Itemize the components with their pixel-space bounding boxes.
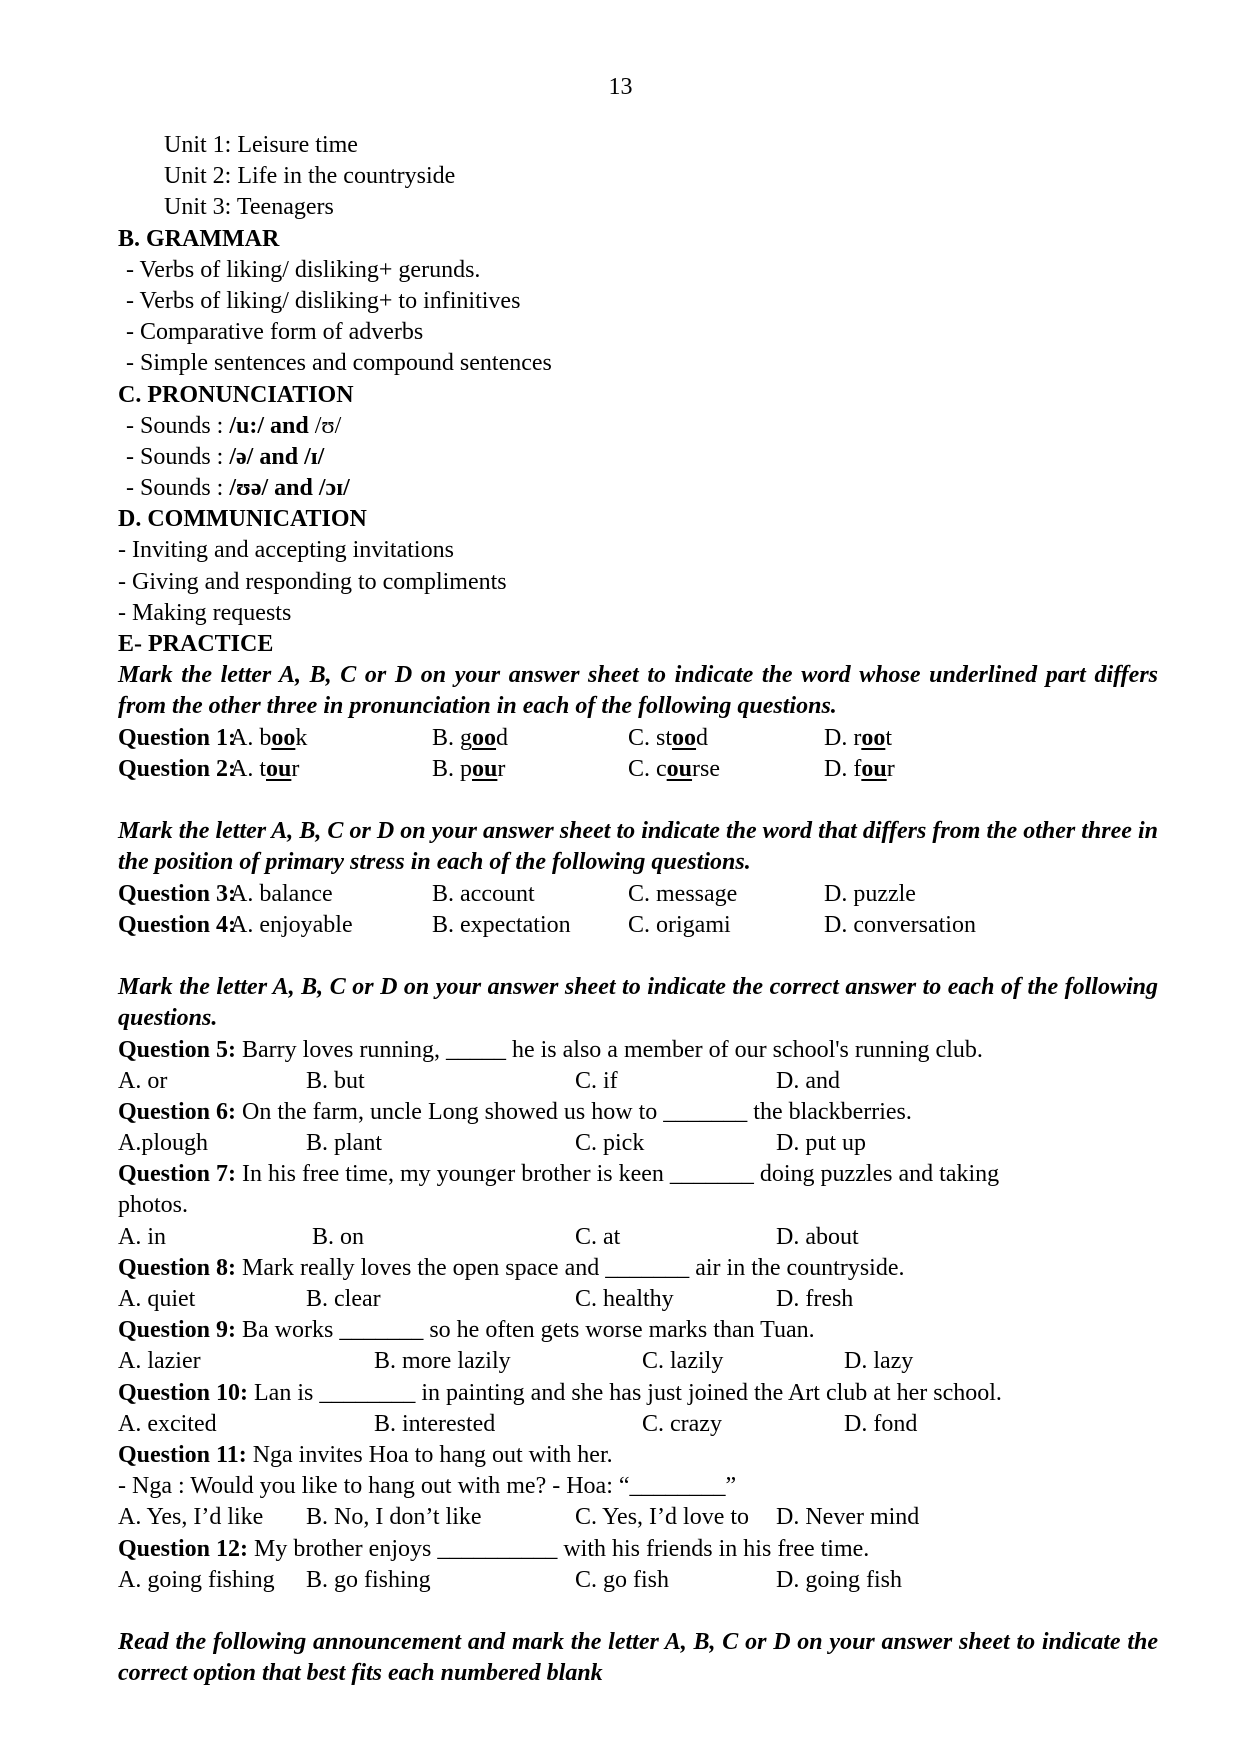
option-c: C. go fish bbox=[575, 1566, 670, 1593]
question-label: Question 5: bbox=[118, 1036, 237, 1063]
option-text: r bbox=[886, 755, 895, 782]
option-a: A. enjoyable bbox=[230, 911, 353, 938]
question-text: Ba works _______ so he often gets worse marks than Tuan. bbox=[236, 1317, 815, 1344]
communication-item: - Giving and responding to compliments bbox=[118, 568, 507, 595]
question-text: My brother enjoys __________ with his friends in his free time. bbox=[248, 1535, 870, 1562]
sound-b: /ʊ/ bbox=[314, 412, 342, 439]
question-label: Question 10: bbox=[118, 1379, 249, 1406]
option-text: C. c bbox=[628, 755, 667, 782]
option-d: D. conversation bbox=[824, 911, 976, 938]
question-5-options bbox=[118, 1066, 1158, 1097]
question-label: Question 11: bbox=[118, 1441, 247, 1468]
option-text: d bbox=[496, 724, 509, 751]
sound-and: and bbox=[253, 443, 305, 470]
sound-a: /ə/ bbox=[229, 443, 254, 470]
question-6-stem bbox=[118, 1097, 1158, 1128]
option-b: B. on bbox=[312, 1223, 365, 1250]
question-4 bbox=[118, 910, 1158, 941]
option-b: B. interested bbox=[374, 1410, 496, 1437]
underlined-part: oo bbox=[672, 724, 697, 751]
unit-line: Unit 1: Leisure time bbox=[164, 132, 358, 158]
question-11-dialogue: - Nga : Would you like to hang out with me? - Hoa: “________” bbox=[118, 1473, 737, 1500]
grammar-item: - Comparative form of adverbs bbox=[126, 319, 424, 346]
question-label: Question 1: bbox=[118, 724, 237, 751]
option-text: r bbox=[497, 755, 506, 782]
question-text: Nga invites Hoa to hang out with her. bbox=[246, 1441, 613, 1468]
sound-prefix: - Sounds : bbox=[126, 475, 230, 502]
option-text: B. p bbox=[432, 755, 473, 782]
option-b: B. account bbox=[432, 880, 535, 907]
option-text: d bbox=[696, 724, 709, 751]
option-a bbox=[230, 754, 299, 785]
underlined-part: ou bbox=[861, 755, 887, 782]
spacer bbox=[118, 1596, 1158, 1627]
option-c: C. at bbox=[575, 1223, 621, 1250]
option-b: B. expectation bbox=[432, 911, 571, 938]
sound-and: and bbox=[264, 412, 315, 439]
option-d: D. puzzle bbox=[824, 880, 916, 907]
question-text: Barry loves running, _____ he is also a member of our school's running club. bbox=[236, 1036, 983, 1063]
communication-item: - Making requests bbox=[118, 599, 292, 626]
option-c: C. healthy bbox=[575, 1286, 674, 1313]
grammar-item: - Simple sentences and compound sentences bbox=[126, 350, 552, 377]
sound-prefix: - Sounds : bbox=[126, 412, 230, 439]
question-text: Mark really loves the open space and _______ air in the countryside. bbox=[236, 1254, 905, 1281]
option-text: rse bbox=[692, 755, 721, 782]
option-text: A. t bbox=[230, 755, 266, 782]
page-number: 13 bbox=[608, 74, 633, 100]
option-a: A. in bbox=[118, 1223, 166, 1250]
sound-and: and bbox=[268, 475, 319, 502]
option-b: B. but bbox=[306, 1067, 365, 1094]
document-body bbox=[118, 130, 1158, 1690]
question-11-stem bbox=[118, 1440, 1158, 1471]
grammar-item: - Verbs of liking/ disliking+ to infinitives bbox=[126, 287, 521, 314]
sound-b: /ɪ/ bbox=[304, 443, 325, 470]
sound-a: /u:/ bbox=[229, 412, 265, 439]
question-12-options bbox=[118, 1565, 1158, 1596]
option-d: D. lazy bbox=[844, 1348, 914, 1375]
pronunciation-heading: C. PRONUNCIATION bbox=[118, 381, 354, 408]
question-5-stem bbox=[118, 1035, 1158, 1066]
communication-item: - Inviting and accepting invitations bbox=[118, 537, 454, 564]
instruction-pronunciation: Mark the letter A, B, C or D on your answer sheet to indicate the word whose underlined part differs from the other three in pronunciation in each of the following questions. bbox=[118, 662, 1158, 720]
spacer bbox=[118, 785, 1158, 816]
pronunciation-item bbox=[118, 442, 1158, 473]
question-3 bbox=[118, 879, 1158, 910]
underlined-part: ou bbox=[266, 755, 292, 782]
option-text: D. r bbox=[824, 724, 862, 751]
option-c: C. pick bbox=[575, 1130, 645, 1157]
option-c: C. origami bbox=[628, 911, 731, 938]
question-10-options bbox=[118, 1409, 1158, 1440]
option-text: C. st bbox=[628, 724, 673, 751]
option-a: A. lazier bbox=[118, 1348, 201, 1375]
option-c: C. Yes, I’d love to bbox=[575, 1504, 750, 1531]
option-a: A.plough bbox=[118, 1130, 208, 1157]
option-a: A. excited bbox=[118, 1410, 217, 1437]
question-label: Question 4: bbox=[118, 911, 237, 938]
option-d bbox=[824, 723, 892, 754]
underlined-part: oo bbox=[271, 724, 296, 751]
question-7-stem-cont: photos. bbox=[118, 1192, 189, 1219]
option-d: D. going fish bbox=[776, 1566, 902, 1593]
pronunciation-item bbox=[118, 473, 1158, 504]
sound-b: /ɔɪ/ bbox=[318, 475, 350, 502]
option-a: A. balance bbox=[230, 880, 333, 907]
question-label: Question 12: bbox=[118, 1535, 249, 1562]
unit-line: Unit 2: Life in the countryside bbox=[164, 163, 456, 190]
question-12-stem bbox=[118, 1534, 1158, 1565]
option-d: D. and bbox=[776, 1067, 840, 1094]
question-2 bbox=[118, 754, 1158, 785]
question-1 bbox=[118, 723, 1158, 754]
underlined-part: ou bbox=[666, 755, 693, 782]
option-text: A. b bbox=[230, 724, 272, 751]
option-text: t bbox=[885, 724, 892, 751]
underlined-part: oo bbox=[472, 724, 497, 751]
question-label: Question 6: bbox=[118, 1098, 237, 1125]
option-text: D. f bbox=[824, 755, 862, 782]
sound-prefix: - Sounds : bbox=[126, 443, 230, 470]
option-d: D. put up bbox=[776, 1130, 866, 1157]
question-6-options bbox=[118, 1128, 1158, 1159]
option-b bbox=[432, 754, 505, 785]
spacer bbox=[118, 941, 1158, 972]
question-label: Question 3: bbox=[118, 880, 237, 907]
option-d bbox=[824, 754, 895, 785]
question-8-stem bbox=[118, 1253, 1158, 1284]
option-b: B. No, I don’t like bbox=[306, 1504, 482, 1531]
option-c: C. crazy bbox=[642, 1410, 722, 1437]
option-b: B. plant bbox=[306, 1130, 382, 1157]
pronunciation-item bbox=[118, 411, 1158, 442]
question-11-options bbox=[118, 1502, 1158, 1533]
practice-heading: E- PRACTICE bbox=[118, 631, 274, 657]
question-7-stem bbox=[118, 1159, 1158, 1190]
grammar-item: - Verbs of liking/ disliking+ gerunds. bbox=[126, 256, 481, 283]
option-d: D. about bbox=[776, 1223, 859, 1250]
question-label: Question 7: bbox=[118, 1161, 237, 1188]
question-label: Question 2: bbox=[118, 755, 237, 782]
option-text: B. g bbox=[432, 724, 473, 751]
option-a: A. going fishing bbox=[118, 1566, 275, 1593]
option-c bbox=[628, 723, 708, 754]
question-text: In his free time, my younger brother is keen _______ doing puzzles and taking bbox=[236, 1161, 1000, 1188]
option-b: B. clear bbox=[306, 1286, 381, 1313]
option-b bbox=[432, 723, 508, 754]
communication-heading: D. COMMUNICATION bbox=[118, 506, 367, 533]
question-label: Question 9: bbox=[118, 1317, 237, 1344]
question-9-options bbox=[118, 1346, 1158, 1377]
option-c: C. lazily bbox=[642, 1348, 724, 1375]
question-9-stem bbox=[118, 1315, 1158, 1346]
question-8-options bbox=[118, 1284, 1158, 1315]
underlined-part: ou bbox=[472, 755, 498, 782]
sound-a: /ʊə/ bbox=[229, 475, 269, 502]
option-c: C. message bbox=[628, 880, 738, 907]
underlined-part: oo bbox=[861, 724, 886, 751]
option-d: D. fresh bbox=[776, 1286, 854, 1313]
option-a: A. Yes, I’d like bbox=[118, 1504, 264, 1531]
option-text: k bbox=[295, 724, 308, 751]
option-a: A. quiet bbox=[118, 1286, 196, 1313]
question-7-options bbox=[118, 1222, 1158, 1253]
option-a: A. or bbox=[118, 1067, 168, 1094]
question-text: On the farm, uncle Long showed us how to _______ the blackberries. bbox=[236, 1098, 912, 1125]
instruction-correct-answer: Mark the letter A, B, C or D on your answer sheet to indicate the correct answer to each of the following questions. bbox=[118, 974, 1158, 1032]
instruction-announcement: Read the following announcement and mark the letter A, B, C or D on your answer sheet to indicate the correct option that best fits each numbered blank bbox=[118, 1629, 1158, 1687]
option-text: r bbox=[291, 755, 300, 782]
question-label: Question 8: bbox=[118, 1254, 237, 1281]
option-a bbox=[230, 723, 307, 754]
option-d: D. Never mind bbox=[776, 1504, 920, 1531]
question-text: Lan is ________ in painting and she has just joined the Art club at her school. bbox=[248, 1379, 1002, 1406]
option-d: D. fond bbox=[844, 1410, 918, 1437]
instruction-stress: Mark the letter A, B, C or D on your answer sheet to indicate the word that differs from the other three in the position of primary stress in each of the following questions. bbox=[118, 818, 1158, 876]
option-b: B. more lazily bbox=[374, 1348, 511, 1375]
option-b: B. go fishing bbox=[306, 1566, 431, 1593]
grammar-heading: B. GRAMMAR bbox=[118, 225, 280, 252]
question-10-stem bbox=[118, 1378, 1158, 1409]
unit-line: Unit 3: Teenagers bbox=[164, 194, 334, 221]
option-c: C. if bbox=[575, 1067, 618, 1094]
option-c bbox=[628, 754, 720, 785]
